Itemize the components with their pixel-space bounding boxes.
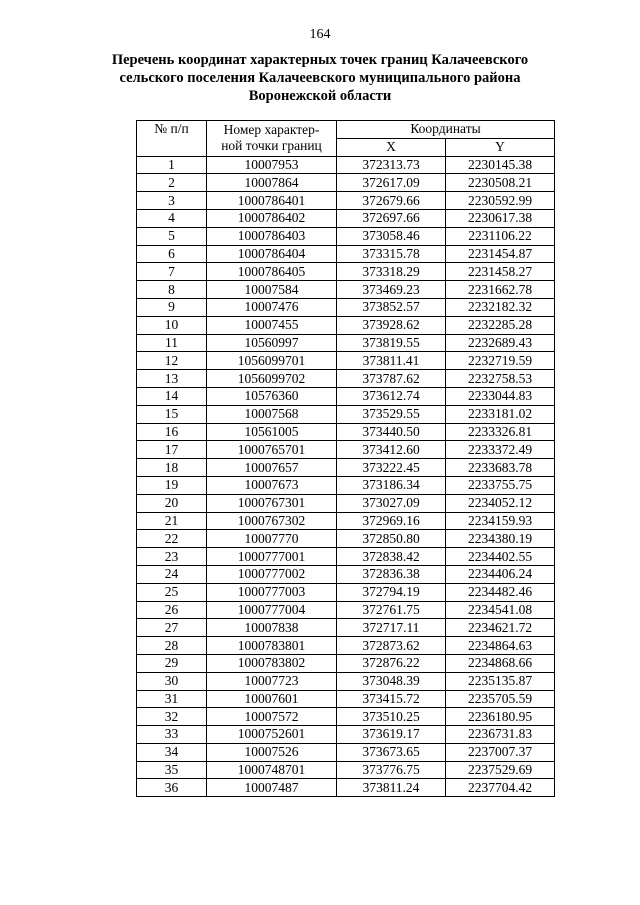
cell-x: 373852.57 <box>337 298 446 316</box>
header-y: Y <box>446 138 555 156</box>
table-row <box>137 245 555 263</box>
table-row <box>137 548 555 566</box>
cell-x: 372969.16 <box>337 512 446 530</box>
cell-x: 373510.25 <box>337 708 446 726</box>
cell-y: 2234402.55 <box>446 548 555 566</box>
cell-y: 2233755.75 <box>446 476 555 494</box>
cell-x: 373619.17 <box>337 726 446 744</box>
cell-num: 29 <box>137 654 207 672</box>
cell-point-id: 1056099701 <box>207 352 337 370</box>
table-row <box>137 227 555 245</box>
header-x: X <box>337 138 446 156</box>
cell-point-id: 10007673 <box>207 476 337 494</box>
cell-point-id: 1000777003 <box>207 583 337 601</box>
cell-y: 2233683.78 <box>446 459 555 477</box>
table-row <box>137 761 555 779</box>
cell-x: 372838.42 <box>337 548 446 566</box>
table-row <box>137 352 555 370</box>
cell-y: 2234621.72 <box>446 619 555 637</box>
cell-point-id: 1000783801 <box>207 637 337 655</box>
cell-y: 2234482.46 <box>446 583 555 601</box>
cell-num: 6 <box>137 245 207 263</box>
cell-num: 26 <box>137 601 207 619</box>
cell-x: 372617.09 <box>337 174 446 192</box>
cell-point-id: 1000765701 <box>207 441 337 459</box>
cell-y: 2236180.95 <box>446 708 555 726</box>
cell-x: 373318.29 <box>337 263 446 281</box>
cell-x: 372761.75 <box>337 601 446 619</box>
document-title <box>100 51 540 105</box>
cell-y: 2234406.24 <box>446 565 555 583</box>
title-line: Перечень координат характерных точек границ Калачеевского <box>111 52 529 68</box>
cell-num: 4 <box>137 209 207 227</box>
table-row <box>137 530 555 548</box>
cell-point-id: 10007770 <box>207 530 337 548</box>
cell-point-id: 10007723 <box>207 672 337 690</box>
table-body <box>137 156 555 797</box>
cell-y: 2237529.69 <box>446 761 555 779</box>
cell-x: 373412.60 <box>337 441 446 459</box>
cell-point-id: 1000786401 <box>207 192 337 210</box>
cell-point-id: 1000777001 <box>207 548 337 566</box>
cell-num: 2 <box>137 174 207 192</box>
table-row <box>137 619 555 637</box>
cell-point-id: 10560997 <box>207 334 337 352</box>
cell-y: 2231662.78 <box>446 281 555 299</box>
cell-point-id: 10007864 <box>207 174 337 192</box>
cell-y: 2231454.87 <box>446 245 555 263</box>
cell-num: 22 <box>137 530 207 548</box>
cell-num: 8 <box>137 281 207 299</box>
cell-point-id: 10007455 <box>207 316 337 334</box>
cell-num: 13 <box>137 370 207 388</box>
table-row <box>137 476 555 494</box>
cell-y: 2231106.22 <box>446 227 555 245</box>
cell-y: 2230592.99 <box>446 192 555 210</box>
table-row <box>137 334 555 352</box>
table-row <box>137 637 555 655</box>
cell-y: 2236731.83 <box>446 726 555 744</box>
title-line: сельского поселения Калачеевского муниципального района <box>119 70 521 86</box>
table-row <box>137 583 555 601</box>
cell-point-id: 10007584 <box>207 281 337 299</box>
cell-y: 2235135.87 <box>446 672 555 690</box>
cell-x: 373415.72 <box>337 690 446 708</box>
table-row <box>137 512 555 530</box>
cell-point-id: 10561005 <box>207 423 337 441</box>
table-row <box>137 654 555 672</box>
cell-y: 2232758.53 <box>446 370 555 388</box>
cell-x: 373787.62 <box>337 370 446 388</box>
cell-point-id: 10007568 <box>207 405 337 423</box>
cell-point-id: 10007657 <box>207 459 337 477</box>
cell-num: 25 <box>137 583 207 601</box>
table-row <box>137 672 555 690</box>
table-row <box>137 601 555 619</box>
table-row <box>137 209 555 227</box>
cell-num: 17 <box>137 441 207 459</box>
table-row <box>137 192 555 210</box>
cell-point-id: 10576360 <box>207 387 337 405</box>
cell-x: 373673.65 <box>337 743 446 761</box>
cell-y: 2232182.32 <box>446 298 555 316</box>
cell-point-id: 1000777004 <box>207 601 337 619</box>
header-num: № п/п <box>137 121 207 157</box>
cell-y: 2233044.83 <box>446 387 555 405</box>
cell-num: 27 <box>137 619 207 637</box>
table-row <box>137 316 555 334</box>
cell-num: 28 <box>137 637 207 655</box>
cell-y: 2234052.12 <box>446 494 555 512</box>
cell-y: 2234868.66 <box>446 654 555 672</box>
cell-y: 2232689.43 <box>446 334 555 352</box>
cell-x: 373928.62 <box>337 316 446 334</box>
cell-num: 12 <box>137 352 207 370</box>
cell-y: 2232719.59 <box>446 352 555 370</box>
cell-point-id: 1000786403 <box>207 227 337 245</box>
cell-y: 2233372.49 <box>446 441 555 459</box>
cell-num: 19 <box>137 476 207 494</box>
header-point-line2: ной точки границ <box>221 138 322 154</box>
cell-x: 373058.46 <box>337 227 446 245</box>
cell-x: 373027.09 <box>337 494 446 512</box>
cell-y: 2230508.21 <box>446 174 555 192</box>
coordinates-table <box>136 120 555 797</box>
table-row <box>137 263 555 281</box>
cell-num: 14 <box>137 387 207 405</box>
table-row <box>137 405 555 423</box>
cell-y: 2233326.81 <box>446 423 555 441</box>
cell-y: 2234541.08 <box>446 601 555 619</box>
cell-x: 373222.45 <box>337 459 446 477</box>
cell-num: 1 <box>137 156 207 174</box>
cell-point-id: 1000786405 <box>207 263 337 281</box>
cell-y: 2230145.38 <box>446 156 555 174</box>
cell-num: 32 <box>137 708 207 726</box>
cell-x: 372794.19 <box>337 583 446 601</box>
cell-point-id: 1000786404 <box>207 245 337 263</box>
cell-x: 373811.41 <box>337 352 446 370</box>
cell-point-id: 1000748701 <box>207 761 337 779</box>
cell-num: 18 <box>137 459 207 477</box>
cell-num: 21 <box>137 512 207 530</box>
cell-y: 2234380.19 <box>446 530 555 548</box>
cell-point-id: 10007526 <box>207 743 337 761</box>
cell-num: 5 <box>137 227 207 245</box>
table-row <box>137 370 555 388</box>
table-row <box>137 565 555 583</box>
cell-num: 31 <box>137 690 207 708</box>
cell-num: 20 <box>137 494 207 512</box>
cell-point-id: 1000777002 <box>207 565 337 583</box>
cell-point-id: 1000752601 <box>207 726 337 744</box>
cell-point-id: 1000783802 <box>207 654 337 672</box>
cell-x: 373811.24 <box>337 779 446 797</box>
cell-x: 373440.50 <box>337 423 446 441</box>
title-line: Воронежской области <box>248 88 392 104</box>
cell-num: 16 <box>137 423 207 441</box>
table-header-row <box>137 121 555 139</box>
cell-point-id: 1000786402 <box>207 209 337 227</box>
table-row <box>137 156 555 174</box>
table-row <box>137 708 555 726</box>
cell-num: 15 <box>137 405 207 423</box>
cell-num: 35 <box>137 761 207 779</box>
cell-y: 2235705.59 <box>446 690 555 708</box>
cell-x: 373315.78 <box>337 245 446 263</box>
table-row <box>137 441 555 459</box>
cell-x: 372697.66 <box>337 209 446 227</box>
cell-x: 373469.23 <box>337 281 446 299</box>
header-point-line1: Номер характер- <box>223 122 320 138</box>
table-row <box>137 459 555 477</box>
cell-y: 2232285.28 <box>446 316 555 334</box>
cell-point-id: 10007838 <box>207 619 337 637</box>
cell-x: 373776.75 <box>337 761 446 779</box>
cell-num: 3 <box>137 192 207 210</box>
cell-x: 372850.80 <box>337 530 446 548</box>
page-number: 164 <box>309 27 331 42</box>
cell-num: 24 <box>137 565 207 583</box>
table-row <box>137 494 555 512</box>
cell-point-id: 10007953 <box>207 156 337 174</box>
cell-point-id: 10007476 <box>207 298 337 316</box>
table-row <box>137 743 555 761</box>
table-row <box>137 298 555 316</box>
cell-x: 372836.38 <box>337 565 446 583</box>
cell-y: 2230617.38 <box>446 209 555 227</box>
cell-x: 373048.39 <box>337 672 446 690</box>
cell-x: 373529.55 <box>337 405 446 423</box>
table-row <box>137 174 555 192</box>
cell-y: 2233181.02 <box>446 405 555 423</box>
cell-point-id: 1000767302 <box>207 512 337 530</box>
cell-x: 372679.66 <box>337 192 446 210</box>
cell-num: 10 <box>137 316 207 334</box>
cell-x: 372717.11 <box>337 619 446 637</box>
header-point <box>207 121 337 157</box>
table-row <box>137 387 555 405</box>
cell-num: 30 <box>137 672 207 690</box>
cell-point-id: 1056099702 <box>207 370 337 388</box>
cell-y: 2231458.27 <box>446 263 555 281</box>
cell-num: 9 <box>137 298 207 316</box>
cell-x: 372876.22 <box>337 654 446 672</box>
cell-x: 372313.73 <box>337 156 446 174</box>
cell-point-id: 10007601 <box>207 690 337 708</box>
cell-point-id: 10007572 <box>207 708 337 726</box>
cell-point-id: 1000767301 <box>207 494 337 512</box>
cell-x: 373612.74 <box>337 387 446 405</box>
cell-point-id: 10007487 <box>207 779 337 797</box>
table-row <box>137 281 555 299</box>
header-coords: Координаты <box>337 121 555 139</box>
cell-num: 7 <box>137 263 207 281</box>
table-row <box>137 779 555 797</box>
cell-num: 11 <box>137 334 207 352</box>
cell-num: 33 <box>137 726 207 744</box>
table-row <box>137 690 555 708</box>
cell-x: 373186.34 <box>337 476 446 494</box>
cell-num: 36 <box>137 779 207 797</box>
table-row <box>137 726 555 744</box>
cell-y: 2234864.63 <box>446 637 555 655</box>
cell-num: 34 <box>137 743 207 761</box>
cell-y: 2234159.93 <box>446 512 555 530</box>
cell-x: 372873.62 <box>337 637 446 655</box>
cell-y: 2237007.37 <box>446 743 555 761</box>
cell-y: 2237704.42 <box>446 779 555 797</box>
cell-x: 373819.55 <box>337 334 446 352</box>
table-row <box>137 423 555 441</box>
cell-num: 23 <box>137 548 207 566</box>
